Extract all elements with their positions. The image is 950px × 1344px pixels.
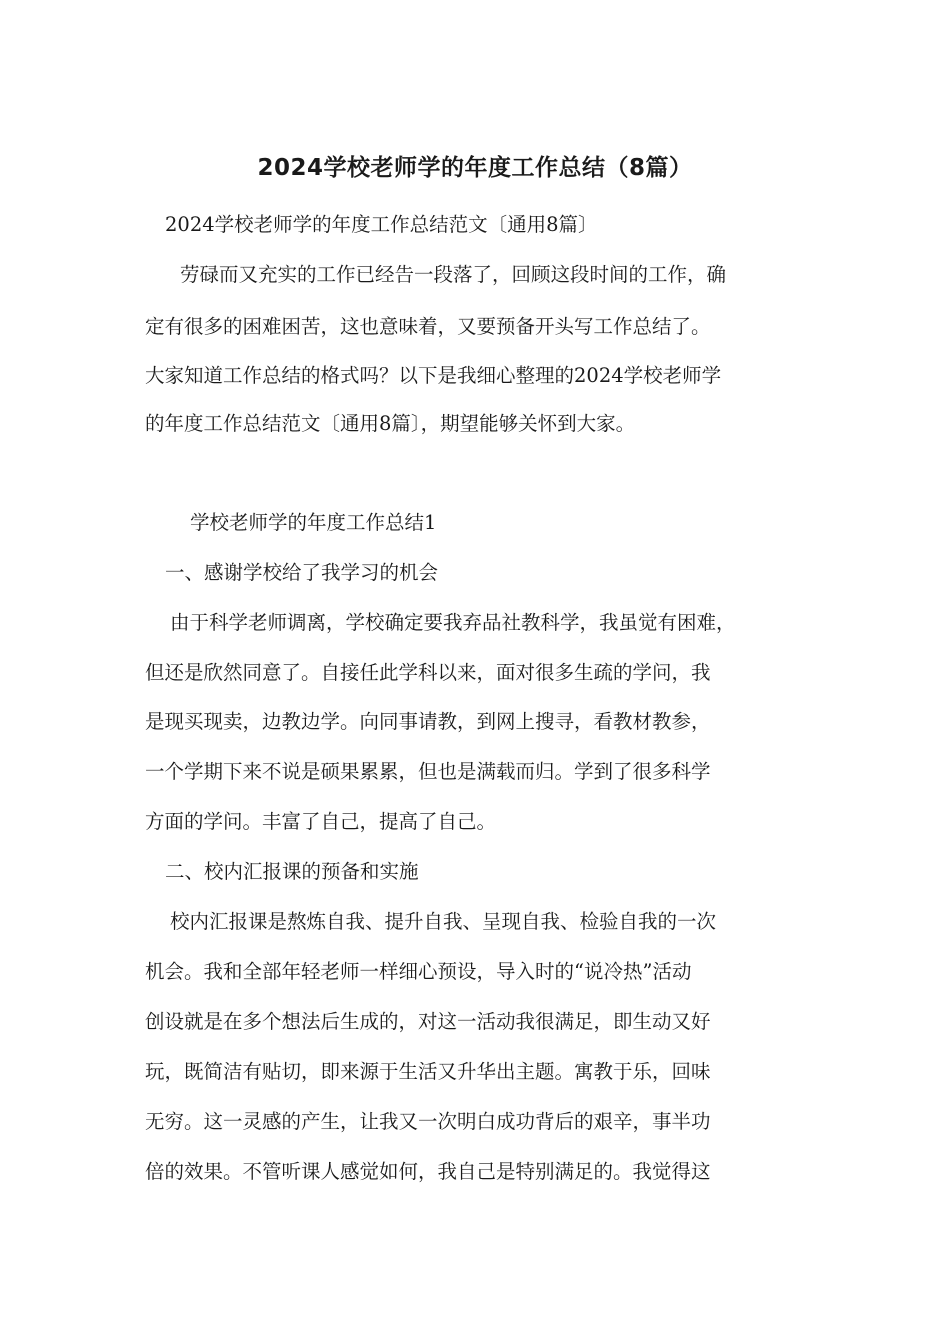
intro-line: 定有很多的困难困苦，这也意味着，又要预备开头写工作总结了。 [145, 315, 711, 338]
paragraph-line: 一个学期下来不说是硕果累累，但也是满载而归。学到了很多科学 [145, 760, 711, 783]
paragraph-line: 倍的效果。不管听课人感觉如何，我自己是特别满足的。我觉得这 [145, 1160, 711, 1183]
paragraph-line: 但还是欣然同意了。自接任此学科以来，面对很多生疏的学问，我 [145, 661, 711, 684]
document-title: 2024学校老师学的年度工作总结（8篇） [257, 155, 693, 181]
paragraph-line: 无穷。这一灵感的产生，让我又一次明白成功背后的艰辛，事半功 [145, 1110, 711, 1133]
paragraph-line: 创设就是在多个想法后生成的，对这一活动我很满足，即生动又好 [145, 1010, 711, 1033]
paragraph-line: 是现买现卖，边教边学。向同事请教，到网上搜寻，看教材教参， [145, 710, 711, 733]
section-title: 学校老师学的年度工作总结1 [190, 511, 437, 534]
document-subtitle: 2024学校老师学的年度工作总结范文〔通用8篇〕 [165, 213, 598, 236]
heading-1: 一、感谢学校给了我学习的机会 [165, 561, 439, 584]
paragraph-line: 方面的学问。丰富了自己，提高了自己。 [145, 810, 497, 833]
intro-line: 劳碌而又充实的工作已经告一段落了，回顾这段时间的工作，确 [180, 263, 727, 286]
paragraph-line: 由于科学老师调离，学校确定要我弃品社教科学，我虽觉有困难， [170, 611, 736, 634]
heading-2: 二、校内汇报课的预备和实施 [165, 860, 419, 883]
intro-line: 的年度工作总结范文〔通用8篇〕，期望能够关怀到大家。 [145, 412, 636, 435]
paragraph-line: 机会。我和全部年轻老师一样细心预设，导入时的“说冷热”活动 [145, 960, 692, 983]
paragraph-line: 校内汇报课是熬炼自我、提升自我、呈现自我、检验自我的一次 [170, 910, 717, 933]
paragraph-line: 玩，既简洁有贴切，即来源于生活又升华出主题。寓教于乐，回味 [145, 1060, 711, 1083]
intro-line: 大家知道工作总结的格式吗？以下是我细心整理的2024学校老师学 [145, 364, 722, 387]
